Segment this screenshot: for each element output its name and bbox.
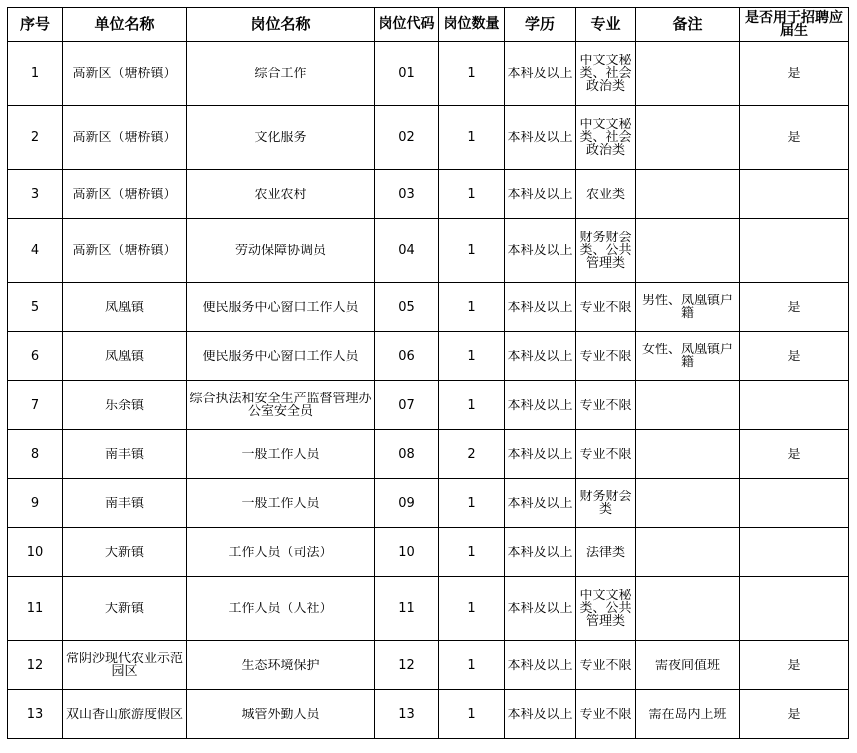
cell-count — [439, 479, 505, 528]
cell-education — [505, 528, 576, 577]
cell-major-text: 中文文秘类、社会政治类 — [579, 54, 632, 93]
cell-unit — [63, 42, 187, 106]
cell-education — [505, 690, 576, 739]
cell-count-text: 2 — [467, 447, 476, 461]
cell-post-text: 农业农村 — [254, 187, 307, 201]
cell-post — [187, 528, 375, 577]
cell-code-text: 01 — [398, 67, 415, 80]
cell-note-text: 女性、凤凰镇户籍 — [641, 343, 733, 369]
cell-graduate-text: 是 — [787, 349, 801, 363]
cell-no — [8, 381, 63, 430]
cell-major — [576, 381, 636, 430]
cell-code-text: 07 — [398, 398, 415, 412]
cell-education — [505, 106, 576, 170]
cell-unit — [63, 106, 187, 170]
cell-education — [505, 170, 576, 219]
cell-no — [8, 690, 63, 739]
cell-count-text: 1 — [467, 658, 476, 672]
cell-code — [375, 641, 439, 690]
cell-post-text: 便民服务中心窗口工作人员 — [202, 349, 359, 363]
table-row — [8, 283, 849, 332]
cell-post-text: 综合工作 — [254, 67, 307, 80]
cell-note-text: 需在岛内上班 — [648, 707, 727, 721]
cell-unit — [63, 528, 187, 577]
cell-graduate-text: 是 — [787, 658, 801, 672]
cell-code — [375, 332, 439, 381]
cell-post — [187, 219, 375, 283]
cell-unit — [63, 219, 187, 283]
cell-count — [439, 42, 505, 106]
cell-post-text: 一般工作人员 — [241, 496, 320, 510]
cell-unit — [63, 170, 187, 219]
cell-major — [576, 479, 636, 528]
cell-graduate — [740, 641, 849, 690]
cell-code-text: 09 — [398, 496, 415, 510]
cell-major-text: 专业不限 — [579, 658, 632, 672]
cell-code — [375, 577, 439, 641]
cell-code-text: 08 — [398, 447, 415, 461]
cell-graduate — [740, 283, 849, 332]
cell-major-text: 专业不限 — [579, 398, 632, 412]
cell-major — [576, 577, 636, 641]
cell-code — [375, 283, 439, 332]
table-row — [8, 528, 849, 577]
cell-no-text: 12 — [26, 658, 44, 672]
cell-code — [375, 430, 439, 479]
cell-code-text: 05 — [398, 300, 415, 314]
cell-no-text: 3 — [30, 187, 40, 201]
cell-graduate — [740, 690, 849, 739]
cell-post — [187, 106, 375, 170]
cell-major-text: 中文文秘类、公共管理类 — [579, 589, 632, 628]
table-row — [8, 219, 849, 283]
cell-note-text: 男性、凤凰镇户籍 — [641, 294, 733, 320]
cell-no-text: 6 — [30, 349, 40, 363]
cell-post — [187, 381, 375, 430]
cell-count-text: 1 — [467, 300, 476, 314]
cell-no — [8, 430, 63, 479]
cell-code — [375, 528, 439, 577]
cell-code — [375, 42, 439, 106]
cell-major-text: 财务财会类 — [579, 490, 632, 516]
cell-education-text: 本科及以上 — [507, 707, 573, 721]
cell-education — [505, 219, 576, 283]
cell-unit-text: 常阴沙现代农业示范园区 — [65, 652, 183, 678]
cell-no-text: 13 — [26, 707, 44, 721]
cell-graduate — [740, 219, 849, 283]
recruitment-table — [7, 7, 849, 739]
cell-note — [636, 170, 740, 219]
cell-graduate — [740, 381, 849, 430]
cell-education — [505, 381, 576, 430]
cell-education-text: 本科及以上 — [507, 131, 573, 144]
table-row — [8, 106, 849, 170]
cell-count-text: 1 — [467, 349, 476, 363]
cell-no-text: 4 — [30, 244, 40, 257]
cell-post-text: 综合执法和安全生产监督管理办公室安全员 — [189, 392, 372, 418]
cell-major — [576, 641, 636, 690]
cell-note — [636, 219, 740, 283]
cell-major-text: 专业不限 — [579, 707, 632, 721]
cell-note — [636, 690, 740, 739]
cell-unit-text: 南丰镇 — [104, 496, 144, 510]
cell-code — [375, 690, 439, 739]
cell-major — [576, 219, 636, 283]
cell-no — [8, 283, 63, 332]
cell-graduate — [740, 106, 849, 170]
cell-post-text: 便民服务中心窗口工作人员 — [202, 300, 359, 314]
cell-post — [187, 42, 375, 106]
cell-major — [576, 170, 636, 219]
table-row — [8, 170, 849, 219]
cell-code-text: 10 — [398, 545, 415, 559]
cell-count-text: 1 — [467, 707, 476, 721]
cell-major-text: 法律类 — [585, 545, 625, 559]
cell-code-text: 12 — [398, 658, 415, 672]
cell-code-text: 13 — [398, 707, 415, 721]
cell-major-text: 财务财会类、公共管理类 — [579, 231, 632, 270]
cell-no — [8, 479, 63, 528]
cell-count — [439, 577, 505, 641]
cell-education-text: 本科及以上 — [507, 349, 573, 363]
cell-post — [187, 577, 375, 641]
table-row — [8, 332, 849, 381]
cell-graduate — [740, 170, 849, 219]
cell-count — [439, 332, 505, 381]
cell-post — [187, 170, 375, 219]
cell-graduate-text: 是 — [787, 67, 801, 80]
cell-major-text: 专业不限 — [579, 300, 632, 314]
cell-no-text: 1 — [30, 67, 40, 80]
cell-note — [636, 42, 740, 106]
cell-unit — [63, 332, 187, 381]
cell-no — [8, 332, 63, 381]
cell-no-text: 9 — [30, 496, 40, 510]
header-post: 岗位名称 — [187, 8, 375, 42]
cell-no — [8, 641, 63, 690]
cell-education — [505, 332, 576, 381]
table-row — [8, 381, 849, 430]
cell-post — [187, 332, 375, 381]
cell-major — [576, 430, 636, 479]
cell-education — [505, 42, 576, 106]
cell-major — [576, 106, 636, 170]
cell-major — [576, 690, 636, 739]
cell-unit-text: 凤凰镇 — [104, 349, 144, 363]
cell-count — [439, 430, 505, 479]
cell-major — [576, 283, 636, 332]
cell-no-text: 2 — [30, 131, 40, 144]
cell-education-text: 本科及以上 — [507, 244, 573, 257]
cell-graduate — [740, 430, 849, 479]
header-row — [8, 8, 849, 42]
cell-code — [375, 219, 439, 283]
header-count: 岗位数量 — [439, 8, 505, 42]
cell-graduate — [740, 528, 849, 577]
cell-no — [8, 577, 63, 641]
header-unit: 单位名称 — [63, 8, 187, 42]
cell-code — [375, 106, 439, 170]
cell-post — [187, 479, 375, 528]
cell-post — [187, 690, 375, 739]
cell-note — [636, 381, 740, 430]
cell-note — [636, 528, 740, 577]
cell-no — [8, 219, 63, 283]
cell-note — [636, 430, 740, 479]
table-row — [8, 430, 849, 479]
cell-count-text: 1 — [467, 131, 476, 144]
cell-unit — [63, 283, 187, 332]
cell-unit — [63, 641, 187, 690]
cell-post-text: 文化服务 — [254, 131, 307, 144]
cell-graduate-text: 是 — [787, 447, 801, 461]
cell-education-text: 本科及以上 — [507, 447, 573, 461]
cell-post — [187, 430, 375, 479]
cell-unit — [63, 430, 187, 479]
cell-unit-text: 大新镇 — [104, 545, 144, 559]
cell-no — [8, 106, 63, 170]
cell-count — [439, 106, 505, 170]
cell-no — [8, 42, 63, 106]
cell-note — [636, 479, 740, 528]
cell-no-text: 7 — [30, 398, 40, 412]
cell-note — [636, 641, 740, 690]
cell-unit-text: 南丰镇 — [104, 447, 144, 461]
cell-unit-text: 高新区（塘桥镇） — [72, 67, 177, 80]
cell-education-text: 本科及以上 — [507, 496, 573, 510]
header-note: 备注 — [636, 8, 740, 42]
cell-note — [636, 332, 740, 381]
cell-education-text: 本科及以上 — [507, 545, 573, 559]
cell-count — [439, 170, 505, 219]
cell-major-text: 专业不限 — [579, 447, 632, 461]
cell-unit — [63, 690, 187, 739]
header-graduate: 是否用于招聘应届生 — [740, 8, 849, 42]
cell-code-text: 02 — [398, 131, 415, 144]
header-education: 学历 — [505, 8, 576, 42]
cell-major-text: 农业类 — [585, 187, 625, 201]
cell-count-text: 1 — [467, 398, 476, 412]
cell-post — [187, 283, 375, 332]
cell-post — [187, 641, 375, 690]
cell-count-text: 1 — [467, 187, 476, 201]
table-row — [8, 42, 849, 106]
cell-education-text: 本科及以上 — [507, 602, 573, 615]
table-row — [8, 690, 849, 739]
cell-major-text: 专业不限 — [579, 349, 632, 363]
cell-graduate — [740, 332, 849, 381]
cell-major — [576, 42, 636, 106]
cell-unit — [63, 479, 187, 528]
cell-count — [439, 381, 505, 430]
cell-count-text: 1 — [467, 244, 476, 257]
cell-no-text: 11 — [26, 602, 44, 615]
cell-count — [439, 641, 505, 690]
cell-code-text: 11 — [398, 602, 415, 615]
cell-post-text: 城管外勤人员 — [241, 707, 320, 721]
cell-post-text: 劳动保障协调员 — [234, 244, 326, 257]
cell-code-text: 06 — [398, 349, 415, 363]
cell-post-text: 生态环境保护 — [241, 658, 320, 672]
cell-graduate — [740, 577, 849, 641]
cell-education — [505, 479, 576, 528]
cell-graduate-text: 是 — [787, 131, 801, 144]
cell-note-text: 需夜间值班 — [654, 658, 720, 672]
cell-major — [576, 332, 636, 381]
cell-note — [636, 283, 740, 332]
cell-no-text: 8 — [30, 447, 40, 461]
cell-count — [439, 283, 505, 332]
cell-education-text: 本科及以上 — [507, 300, 573, 314]
cell-count — [439, 219, 505, 283]
cell-major-text: 中文文秘类、社会政治类 — [579, 118, 632, 157]
cell-post-text: 工作人员（人社） — [228, 602, 333, 615]
cell-unit — [63, 381, 187, 430]
cell-graduate-text: 是 — [787, 707, 801, 721]
cell-unit-text: 高新区（塘桥镇） — [72, 244, 177, 257]
cell-education-text: 本科及以上 — [507, 67, 573, 80]
cell-post-text: 工作人员（司法） — [228, 545, 333, 559]
cell-education-text: 本科及以上 — [507, 398, 573, 412]
cell-unit-text: 大新镇 — [104, 602, 144, 615]
cell-count-text: 1 — [467, 67, 476, 80]
cell-code — [375, 479, 439, 528]
cell-education — [505, 641, 576, 690]
cell-education — [505, 283, 576, 332]
cell-post-text: 一般工作人员 — [241, 447, 320, 461]
cell-education — [505, 430, 576, 479]
cell-unit-text: 双山香山旅游度假区 — [65, 707, 183, 721]
cell-count — [439, 528, 505, 577]
cell-count — [439, 690, 505, 739]
cell-unit-text: 高新区（塘桥镇） — [72, 131, 177, 144]
table-row — [8, 641, 849, 690]
cell-unit-text: 高新区（塘桥镇） — [72, 187, 177, 201]
cell-count-text: 1 — [467, 602, 476, 615]
cell-graduate — [740, 42, 849, 106]
cell-education-text: 本科及以上 — [507, 187, 573, 201]
cell-education-text: 本科及以上 — [507, 658, 573, 672]
cell-no — [8, 528, 63, 577]
cell-code-text: 04 — [398, 244, 415, 257]
cell-education — [505, 577, 576, 641]
cell-note — [636, 577, 740, 641]
cell-unit — [63, 577, 187, 641]
cell-no — [8, 170, 63, 219]
cell-graduate — [740, 479, 849, 528]
cell-no-text: 5 — [30, 300, 40, 314]
cell-code-text: 03 — [398, 187, 415, 201]
header-major: 专业 — [576, 8, 636, 42]
header-code: 岗位代码 — [375, 8, 439, 42]
cell-note — [636, 106, 740, 170]
cell-unit-text: 乐余镇 — [104, 398, 144, 412]
header-no: 序号 — [8, 8, 63, 42]
cell-count-text: 1 — [467, 545, 476, 559]
cell-major — [576, 528, 636, 577]
cell-no-text: 10 — [26, 545, 44, 559]
cell-code — [375, 381, 439, 430]
cell-unit-text: 凤凰镇 — [104, 300, 144, 314]
cell-code — [375, 170, 439, 219]
table-row — [8, 577, 849, 641]
cell-count-text: 1 — [467, 496, 476, 510]
cell-graduate-text: 是 — [787, 300, 801, 314]
table-row — [8, 479, 849, 528]
